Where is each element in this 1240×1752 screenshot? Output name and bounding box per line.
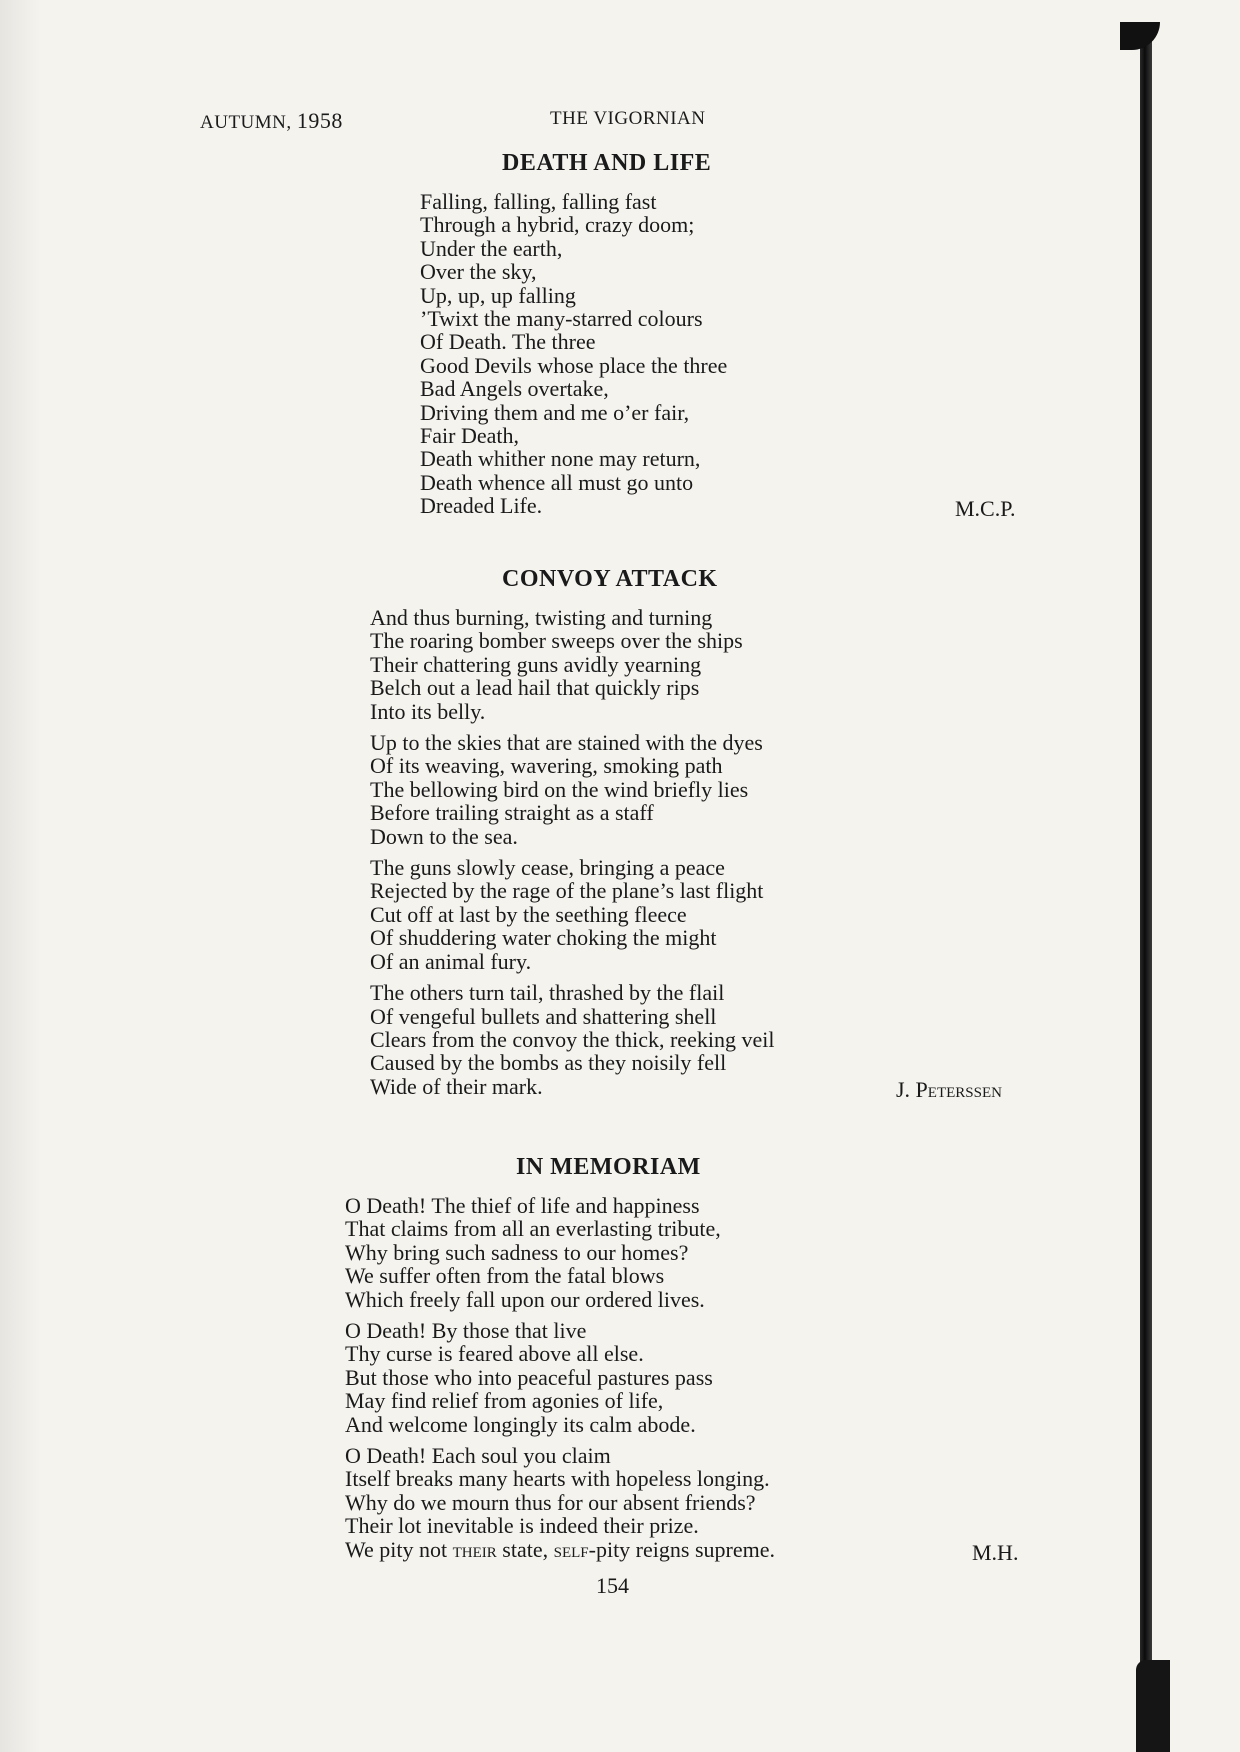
stanza (370, 981, 774, 1098)
poem-line: Down to the sea. (370, 823, 518, 849)
poem-line: That claims from all an everlasting tribute, (345, 1216, 721, 1242)
poem-line: Of an animal fury. (370, 948, 532, 974)
poem-line: Their lot inevitable is indeed their prize. (345, 1513, 699, 1539)
poem-line: Falling, falling, falling fast (420, 189, 657, 214)
poem-line: Over the sky, (420, 259, 537, 285)
poem-title: CONVOY ATTACK (502, 566, 718, 592)
poem-line: Of its weaving, wavering, smoking path (370, 753, 723, 779)
stanza (345, 1319, 775, 1436)
poem-line: Why bring such sadness to our homes? (345, 1239, 689, 1265)
line-text: state, (496, 1536, 554, 1562)
poem-title: DEATH AND LIFE (502, 150, 712, 176)
poem-line: And welcome longingly its calm abode. (345, 1411, 696, 1437)
poem-body (345, 1194, 775, 1569)
poem-line: O Death! The thief of life and happiness (345, 1193, 700, 1218)
small-caps-word: their (452, 1536, 497, 1562)
poem-line: Up, up, up falling (420, 282, 576, 308)
poem-line: Wide of their mark. (370, 1073, 543, 1099)
stanza (345, 1194, 775, 1311)
poem-line: We suffer often from the fatal blows (345, 1263, 665, 1289)
author-signature: M.C.P. (955, 496, 1016, 521)
poem-line: Death whither none may return, (420, 446, 701, 472)
poem-line: Through a hybrid, crazy doom; (420, 212, 695, 238)
author-signature: M.H. (972, 1540, 1019, 1565)
stanza (420, 190, 727, 518)
poem-line: Dreaded Life. (420, 493, 543, 519)
poem-title: IN MEMORIAM (516, 1154, 701, 1180)
issue-year: 1958 (296, 108, 343, 133)
poem-line: Thy curse is feared above all else. (345, 1341, 644, 1367)
poem-line: The guns slowly cease, bringing a peace (370, 855, 725, 881)
stanza (370, 856, 774, 973)
poem-line: Which freely fall upon our ordered lives. (345, 1286, 705, 1312)
line-text: -pity reigns supreme. (588, 1536, 775, 1562)
poem-line: Driving them and me o’er fair, (420, 399, 690, 425)
poem-line: Clears from the convoy the thick, reeking veil (370, 1026, 775, 1052)
poem-line: Why do we mourn thus for our absent friends? (345, 1489, 756, 1515)
stanza (345, 1444, 775, 1561)
poem-line: Death whence all must go unto (420, 469, 694, 495)
poem-line: Before trailing straight as a staff (370, 800, 654, 826)
poem-line: Of shuddering water choking the might (370, 925, 717, 951)
binding-top-shadow (1120, 22, 1160, 50)
poem-line: The bellowing bird on the wind briefly lies (370, 776, 749, 802)
running-head (200, 108, 1100, 134)
poem-last-line (345, 1538, 775, 1561)
poem-line: Bad Angels overtake, (420, 376, 609, 402)
poem-line: May find relief from agonies of life, (345, 1388, 664, 1414)
poem-line: Into its belly. (370, 698, 486, 724)
poem-line: Good Devils whose place the three (420, 352, 728, 378)
poem-line: The roaring bomber sweeps over the ships (370, 628, 743, 654)
poem-line: Rejected by the rage of the plane’s last flight (370, 878, 764, 904)
page-left-edge (0, 0, 40, 1752)
poem-line: O Death! By those that live (345, 1318, 587, 1344)
line-text: We pity not (345, 1536, 453, 1562)
stanza (370, 606, 774, 723)
poem-line: ’Twixt the many-starred colours (420, 306, 703, 332)
poem-line: Belch out a lead hail that quickly rips (370, 675, 700, 701)
poem-line: Up to the skies that are stained with the dyes (370, 730, 763, 756)
poem-body (370, 606, 774, 1106)
poem-line: And thus burning, twisting and turning (370, 605, 713, 630)
poem-line: Cut off at last by the seething fleece (370, 901, 687, 927)
poem-line: Of Death. The three (420, 329, 596, 355)
small-caps-word: self (553, 1536, 589, 1562)
poem-line: Their chattering guns avidly yearning (370, 651, 702, 677)
poem-line: Fair Death, (420, 423, 519, 449)
poem-line: Itself breaks many hearts with hopeless longing. (345, 1466, 770, 1492)
journal-title: THE VIGORNIAN (550, 108, 706, 129)
binding-bottom-shadow (1136, 1660, 1170, 1752)
page-number: 154 (596, 1573, 629, 1598)
issue-date (200, 108, 343, 134)
poem-line: Caused by the bombs as they noisily fell (370, 1050, 727, 1076)
poem-line: But those who into peaceful pastures pass (345, 1364, 713, 1390)
stanza (370, 731, 774, 848)
poem-line: Under the earth, (420, 235, 563, 261)
author-signature: J. Peterssen (896, 1077, 1002, 1102)
poem-line: The others turn tail, thrashed by the flail (370, 980, 725, 1006)
binding-edge (1140, 22, 1152, 1712)
issue-season: AUTUMN, (200, 112, 292, 133)
poem-body (420, 190, 727, 526)
poem-line: O Death! Each soul you claim (345, 1443, 611, 1469)
poem-line: Of vengeful bullets and shattering shell (370, 1003, 717, 1029)
